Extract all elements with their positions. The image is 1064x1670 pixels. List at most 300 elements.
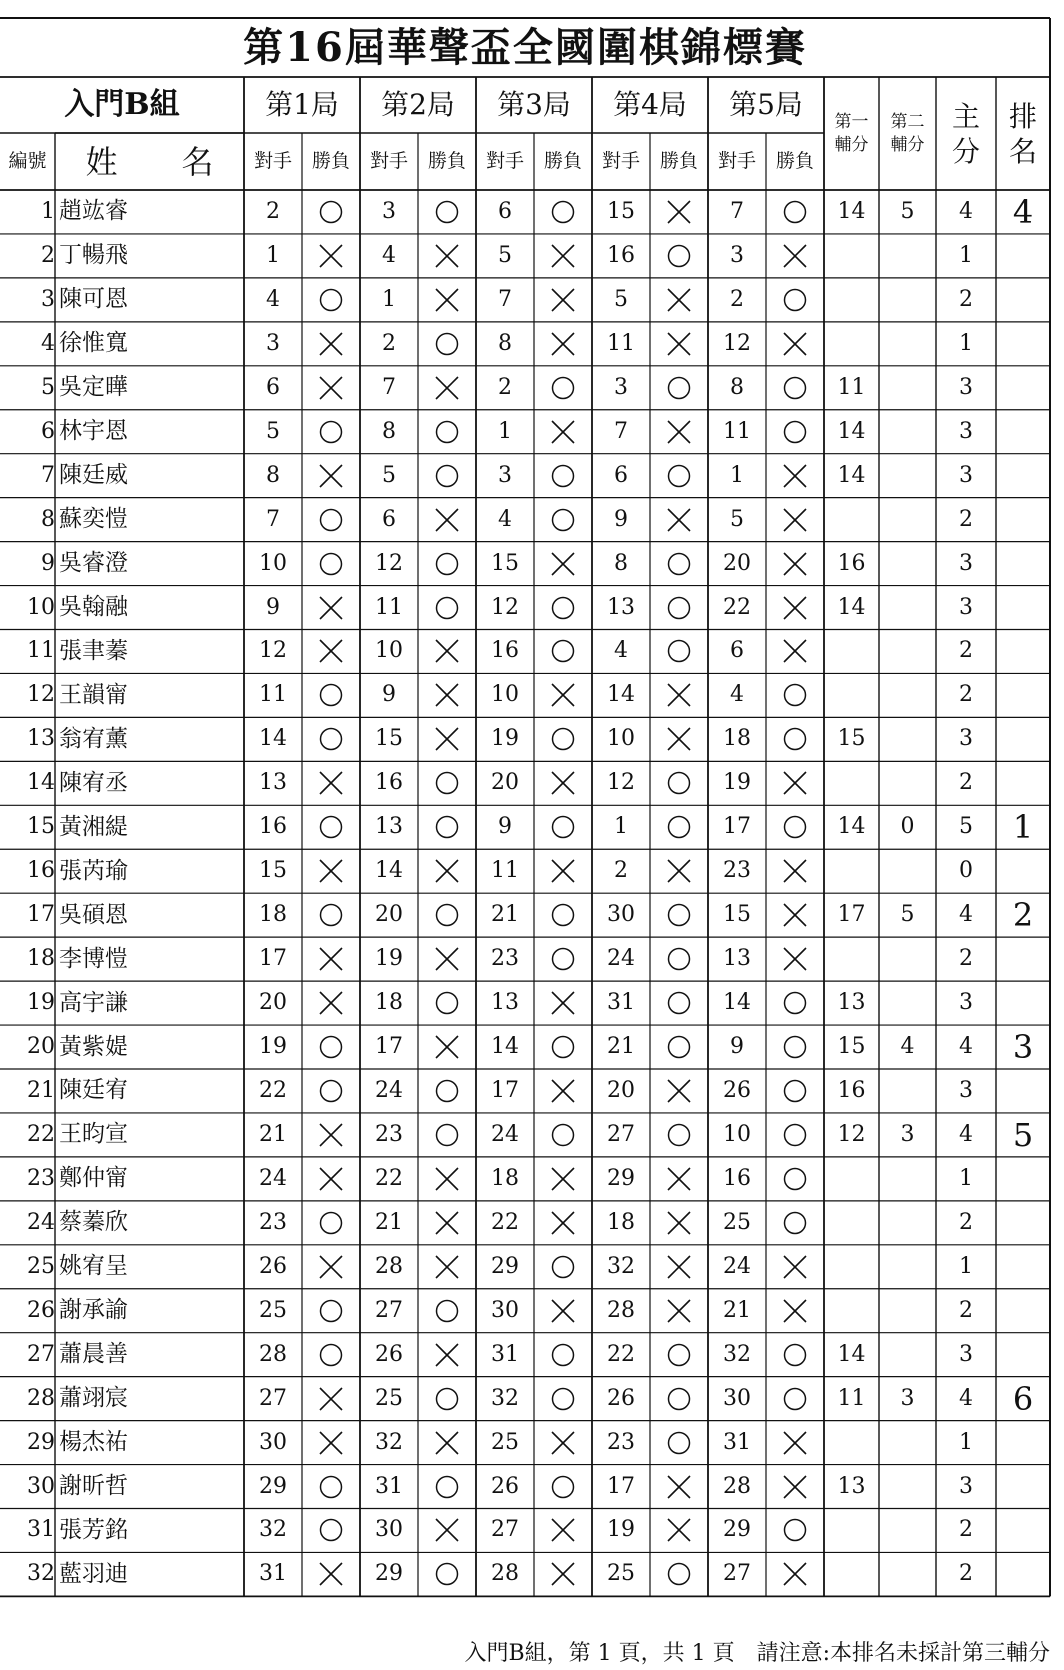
page-title: 第16屆華聲盃全國圍棋錦標賽 bbox=[243, 23, 807, 71]
aux1-score bbox=[824, 498, 879, 542]
cross-icon bbox=[318, 1386, 344, 1412]
opponent-number: 12 bbox=[723, 330, 751, 356]
loss-mark bbox=[766, 322, 824, 366]
circle-icon bbox=[550, 1342, 576, 1368]
loss-mark bbox=[534, 1421, 592, 1465]
loss-mark bbox=[302, 981, 360, 1025]
opponent-number: 1 bbox=[266, 242, 280, 268]
cross-icon bbox=[666, 331, 692, 357]
main-score: 4 bbox=[959, 1034, 973, 1060]
win-mark bbox=[302, 1289, 360, 1333]
win-mark bbox=[418, 761, 476, 805]
player-name: 謝昕哲 bbox=[59, 1473, 128, 1500]
round-header: 第2局 bbox=[381, 88, 455, 121]
opponent-number: 26 bbox=[491, 1473, 519, 1499]
circle-icon bbox=[666, 1122, 692, 1148]
aux2-score bbox=[879, 410, 936, 454]
win-mark bbox=[302, 717, 360, 761]
win-mark bbox=[534, 717, 592, 761]
opponent-number: 23 bbox=[723, 858, 751, 884]
main-score: 3 bbox=[959, 594, 973, 620]
cross-icon bbox=[318, 1122, 344, 1148]
loss-mark bbox=[650, 1509, 708, 1553]
opponent-number: 15 bbox=[607, 198, 635, 224]
loss-mark bbox=[534, 1289, 592, 1333]
aux1-score bbox=[824, 761, 879, 805]
cross-icon bbox=[434, 726, 460, 752]
rank-value bbox=[996, 234, 1050, 278]
player-name: 吳碩恩 bbox=[59, 901, 128, 928]
opponent-number: 2 bbox=[498, 374, 512, 400]
rank-value: 4 bbox=[1012, 192, 1034, 231]
win-mark bbox=[418, 1377, 476, 1421]
opponent-number: 8 bbox=[614, 550, 628, 576]
opponent-number: 9 bbox=[730, 1034, 744, 1060]
aux2-score bbox=[879, 1465, 936, 1509]
loss-mark bbox=[418, 937, 476, 981]
player-number: 14 bbox=[27, 770, 55, 796]
win-mark bbox=[650, 1025, 708, 1069]
aux2-score bbox=[879, 542, 936, 586]
win-mark bbox=[766, 717, 824, 761]
circle-icon bbox=[550, 375, 576, 401]
loss-mark bbox=[650, 190, 708, 234]
aux2-score bbox=[879, 1289, 936, 1333]
loss-mark bbox=[418, 234, 476, 278]
opponent-number: 10 bbox=[375, 638, 403, 664]
win-mark bbox=[302, 805, 360, 849]
opponent-number: 28 bbox=[259, 1341, 287, 1367]
opponent-number: 5 bbox=[266, 418, 280, 444]
aux1-score bbox=[824, 937, 879, 981]
player-name: 姚宥呈 bbox=[59, 1253, 128, 1280]
opponent-number: 28 bbox=[491, 1561, 519, 1587]
aux2-score: 0 bbox=[900, 814, 915, 840]
opponent-number: 26 bbox=[375, 1341, 403, 1367]
win-mark bbox=[418, 190, 476, 234]
opponent-number: 13 bbox=[259, 770, 287, 796]
opponent-number: 26 bbox=[259, 1253, 287, 1279]
player-number: 26 bbox=[27, 1297, 55, 1323]
opponent-number: 20 bbox=[259, 990, 287, 1016]
aux1-score bbox=[824, 673, 879, 717]
round-header: 第3局 bbox=[497, 88, 571, 121]
cross-icon bbox=[666, 858, 692, 884]
round-header: 第5局 bbox=[729, 88, 803, 121]
cross-icon bbox=[434, 1254, 460, 1280]
cross-icon bbox=[434, 1517, 460, 1543]
opponent-number: 9 bbox=[382, 682, 396, 708]
cross-icon bbox=[782, 1474, 808, 1500]
rank-value bbox=[996, 322, 1050, 366]
aux1-score: 16 bbox=[837, 550, 866, 576]
player-name: 謝承諭 bbox=[59, 1297, 128, 1324]
main-score: 2 bbox=[959, 1297, 973, 1323]
cross-icon bbox=[550, 331, 576, 357]
circle-icon bbox=[666, 1561, 692, 1587]
player-number: 24 bbox=[27, 1209, 55, 1235]
win-mark bbox=[766, 366, 824, 410]
player-name: 陳宥丞 bbox=[59, 769, 128, 796]
win-mark bbox=[534, 893, 592, 937]
cross-icon bbox=[434, 1342, 460, 1368]
rank-value bbox=[996, 937, 1050, 981]
win-mark bbox=[650, 937, 708, 981]
win-mark bbox=[534, 498, 592, 542]
main-score: 1 bbox=[959, 1165, 973, 1191]
opponent-number: 12 bbox=[491, 594, 519, 620]
win-mark bbox=[534, 454, 592, 498]
circle-icon bbox=[782, 375, 808, 401]
cross-icon bbox=[666, 1298, 692, 1324]
player-number: 16 bbox=[27, 858, 55, 884]
win-mark bbox=[418, 805, 476, 849]
cross-icon bbox=[550, 1517, 576, 1543]
aux1-score bbox=[824, 1201, 879, 1245]
aux1-score bbox=[824, 1157, 879, 1201]
player-number: 5 bbox=[41, 374, 55, 400]
circle-icon bbox=[434, 902, 460, 928]
circle-icon bbox=[550, 1034, 576, 1060]
win-mark bbox=[302, 1465, 360, 1509]
rank-value bbox=[996, 717, 1050, 761]
rank-value bbox=[996, 586, 1050, 630]
rank-value bbox=[996, 1552, 1050, 1596]
opponent-number: 21 bbox=[491, 902, 519, 928]
win-mark bbox=[534, 1333, 592, 1377]
win-mark bbox=[302, 673, 360, 717]
opponent-number: 23 bbox=[259, 1209, 287, 1235]
opponent-number: 30 bbox=[259, 1429, 287, 1455]
cross-icon bbox=[782, 1298, 808, 1324]
main-score: 4 bbox=[959, 198, 973, 224]
win-mark bbox=[766, 805, 824, 849]
opponent-number: 28 bbox=[375, 1253, 403, 1279]
circle-icon bbox=[666, 902, 692, 928]
rank-value bbox=[996, 1333, 1050, 1377]
opponent-header: 對手 bbox=[485, 150, 524, 172]
opponent-number: 19 bbox=[259, 1034, 287, 1060]
circle-icon bbox=[782, 1210, 808, 1236]
player-number: 23 bbox=[27, 1165, 55, 1191]
rank-value bbox=[996, 454, 1050, 498]
main-score: 1 bbox=[959, 1429, 973, 1455]
win-mark bbox=[650, 1552, 708, 1596]
circle-icon bbox=[550, 595, 576, 621]
loss-mark bbox=[418, 1025, 476, 1069]
player-number: 19 bbox=[27, 990, 55, 1016]
circle-icon bbox=[550, 726, 576, 752]
win-mark bbox=[650, 586, 708, 630]
loss-mark bbox=[302, 322, 360, 366]
opponent-number: 14 bbox=[259, 726, 287, 752]
cross-icon bbox=[550, 419, 576, 445]
opponent-number: 23 bbox=[375, 1121, 403, 1147]
aux2-score bbox=[879, 937, 936, 981]
aux1-score: 17 bbox=[837, 902, 866, 928]
main-score: 2 bbox=[959, 682, 973, 708]
win-mark bbox=[534, 366, 592, 410]
opponent-number: 27 bbox=[491, 1517, 519, 1543]
circle-icon bbox=[666, 1386, 692, 1412]
aux2-score bbox=[879, 1069, 936, 1113]
circle-icon bbox=[782, 199, 808, 225]
opponent-number: 14 bbox=[375, 858, 403, 884]
loss-mark bbox=[766, 893, 824, 937]
circle-icon bbox=[782, 1078, 808, 1104]
loss-mark bbox=[302, 1113, 360, 1157]
rank-header: 排 名 bbox=[1008, 99, 1037, 168]
cross-icon bbox=[782, 595, 808, 621]
circle-icon bbox=[318, 1298, 344, 1324]
opponent-number: 11 bbox=[259, 682, 287, 708]
opponent-number: 21 bbox=[259, 1121, 287, 1147]
aux2-score bbox=[879, 454, 936, 498]
cross-icon bbox=[782, 331, 808, 357]
circle-icon bbox=[434, 990, 460, 1016]
opponent-number: 3 bbox=[730, 242, 744, 268]
opponent-number: 14 bbox=[607, 682, 635, 708]
opponent-number: 29 bbox=[491, 1253, 519, 1279]
opponent-number: 18 bbox=[259, 902, 287, 928]
player-number: 18 bbox=[27, 946, 55, 972]
loss-mark bbox=[418, 1421, 476, 1465]
loss-mark bbox=[534, 1509, 592, 1553]
opponent-number: 25 bbox=[491, 1429, 519, 1455]
opponent-number: 17 bbox=[375, 1034, 403, 1060]
win-mark bbox=[650, 454, 708, 498]
opponent-number: 7 bbox=[730, 198, 744, 224]
loss-mark bbox=[302, 849, 360, 893]
player-number: 28 bbox=[27, 1385, 55, 1411]
opponent-number: 32 bbox=[491, 1385, 519, 1411]
opponent-number: 32 bbox=[375, 1429, 403, 1455]
aux2-score bbox=[879, 586, 936, 630]
opponent-number: 27 bbox=[723, 1561, 751, 1587]
main-score: 5 bbox=[959, 814, 973, 840]
aux1-score bbox=[824, 849, 879, 893]
opponent-number: 16 bbox=[375, 770, 403, 796]
cross-icon bbox=[318, 1166, 344, 1192]
opponent-number: 28 bbox=[607, 1297, 635, 1323]
cross-icon bbox=[666, 682, 692, 708]
player-name: 高宇謙 bbox=[59, 989, 128, 1016]
player-name: 李博愷 bbox=[59, 945, 128, 972]
aux2-score bbox=[879, 366, 936, 410]
circle-icon bbox=[318, 1034, 344, 1060]
loss-mark bbox=[650, 673, 708, 717]
aux1-score bbox=[824, 322, 879, 366]
player-name: 張芳銘 bbox=[59, 1516, 128, 1543]
opponent-number: 19 bbox=[723, 770, 751, 796]
aux1-score: 14 bbox=[837, 814, 866, 840]
main-score: 4 bbox=[959, 902, 973, 928]
player-name: 吳翰融 bbox=[59, 594, 128, 621]
opponent-number: 16 bbox=[491, 638, 519, 664]
main-score: 3 bbox=[959, 1077, 973, 1103]
win-mark bbox=[534, 630, 592, 674]
opponent-number: 5 bbox=[498, 242, 512, 268]
loss-mark bbox=[418, 1157, 476, 1201]
cross-icon bbox=[434, 858, 460, 884]
loss-mark bbox=[766, 454, 824, 498]
win-mark bbox=[650, 1377, 708, 1421]
loss-mark bbox=[302, 1377, 360, 1421]
cross-icon bbox=[434, 946, 460, 972]
circle-icon bbox=[434, 1122, 460, 1148]
opponent-number: 18 bbox=[723, 726, 751, 752]
win-mark bbox=[534, 1025, 592, 1069]
player-name: 張芮瑜 bbox=[59, 857, 128, 884]
cross-icon bbox=[782, 463, 808, 489]
opponent-number: 13 bbox=[723, 946, 751, 972]
cross-icon bbox=[782, 551, 808, 577]
cross-icon bbox=[550, 243, 576, 269]
win-mark bbox=[418, 1465, 476, 1509]
aux2-score bbox=[879, 717, 936, 761]
cross-icon bbox=[782, 1561, 808, 1587]
win-mark bbox=[766, 1113, 824, 1157]
aux1-score: 11 bbox=[837, 1385, 866, 1411]
aux1-score: 14 bbox=[837, 418, 866, 444]
circle-icon bbox=[434, 1561, 460, 1587]
opponent-number: 30 bbox=[607, 902, 635, 928]
opponent-number: 13 bbox=[375, 814, 403, 840]
loss-mark bbox=[418, 673, 476, 717]
player-number: 11 bbox=[27, 638, 55, 664]
cross-icon bbox=[434, 638, 460, 664]
rank-value bbox=[996, 1157, 1050, 1201]
player-number: 32 bbox=[27, 1561, 55, 1587]
opponent-number: 17 bbox=[723, 814, 751, 840]
cross-icon bbox=[666, 1254, 692, 1280]
win-mark bbox=[534, 1113, 592, 1157]
opponent-number: 3 bbox=[266, 330, 280, 356]
cross-icon bbox=[318, 946, 344, 972]
circle-icon bbox=[666, 243, 692, 269]
main-score: 2 bbox=[959, 638, 973, 664]
loss-mark bbox=[418, 1245, 476, 1289]
main-score: 2 bbox=[959, 286, 973, 312]
aux1-score: 11 bbox=[837, 374, 866, 400]
loss-mark bbox=[302, 937, 360, 981]
player-name: 蔡蓁欣 bbox=[59, 1209, 128, 1236]
player-name: 林宇恩 bbox=[59, 418, 128, 445]
aux2-score bbox=[879, 1509, 936, 1553]
loss-mark bbox=[534, 673, 592, 717]
player-name: 王昀宣 bbox=[59, 1121, 128, 1148]
opponent-number: 25 bbox=[259, 1297, 287, 1323]
aux2-score bbox=[879, 1157, 936, 1201]
round-header: 第4局 bbox=[613, 88, 687, 121]
rank-value bbox=[996, 498, 1050, 542]
cross-icon bbox=[782, 902, 808, 928]
circle-icon bbox=[666, 463, 692, 489]
player-name: 楊杰祐 bbox=[59, 1429, 128, 1456]
cross-icon bbox=[318, 331, 344, 357]
player-number: 6 bbox=[41, 418, 55, 444]
circle-icon bbox=[318, 287, 344, 313]
opponent-number: 32 bbox=[259, 1517, 287, 1543]
circle-icon bbox=[550, 1122, 576, 1148]
opponent-number: 21 bbox=[723, 1297, 751, 1323]
opponent-number: 4 bbox=[498, 506, 512, 532]
circle-icon bbox=[782, 1517, 808, 1543]
circle-icon bbox=[434, 770, 460, 796]
cross-icon bbox=[550, 770, 576, 796]
circle-icon bbox=[434, 1078, 460, 1104]
opponent-number: 26 bbox=[607, 1385, 635, 1411]
main-score: 0 bbox=[959, 858, 973, 884]
opponent-number: 8 bbox=[382, 418, 396, 444]
cross-icon bbox=[434, 1210, 460, 1236]
loss-mark bbox=[302, 1245, 360, 1289]
circle-icon bbox=[434, 199, 460, 225]
cross-icon bbox=[434, 682, 460, 708]
opponent-number: 31 bbox=[723, 1429, 751, 1455]
player-number: 12 bbox=[27, 682, 55, 708]
opponent-number: 20 bbox=[491, 770, 519, 796]
win-mark bbox=[534, 805, 592, 849]
opponent-header: 對手 bbox=[369, 150, 408, 172]
loss-mark bbox=[766, 1245, 824, 1289]
win-mark bbox=[766, 190, 824, 234]
win-mark bbox=[766, 1201, 824, 1245]
main-score-header: 主 分 bbox=[951, 99, 980, 168]
aux2-score bbox=[879, 849, 936, 893]
player-number: 31 bbox=[27, 1517, 55, 1543]
rank-value: 5 bbox=[1012, 1115, 1034, 1154]
loss-mark bbox=[650, 1157, 708, 1201]
loss-mark bbox=[766, 937, 824, 981]
main-score: 2 bbox=[959, 1517, 973, 1543]
win-mark bbox=[418, 454, 476, 498]
player-name: 鄭仲甯 bbox=[59, 1165, 128, 1192]
circle-icon bbox=[782, 1122, 808, 1148]
player-name: 黃紫媞 bbox=[59, 1033, 128, 1060]
player-name: 黃湘緹 bbox=[59, 813, 128, 840]
opponent-number: 6 bbox=[382, 506, 396, 532]
cross-icon bbox=[318, 1254, 344, 1280]
opponent-number: 18 bbox=[491, 1165, 519, 1191]
opponent-number: 15 bbox=[259, 858, 287, 884]
aux2-score bbox=[879, 1421, 936, 1465]
opponent-number: 19 bbox=[375, 946, 403, 972]
win-mark bbox=[418, 410, 476, 454]
rank-value bbox=[996, 673, 1050, 717]
circle-icon bbox=[318, 199, 344, 225]
opponent-number: 28 bbox=[723, 1473, 751, 1499]
cross-icon bbox=[550, 858, 576, 884]
cross-icon bbox=[666, 1210, 692, 1236]
cross-icon bbox=[318, 595, 344, 621]
opponent-number: 24 bbox=[607, 946, 635, 972]
opponent-number: 26 bbox=[723, 1077, 751, 1103]
loss-mark bbox=[302, 630, 360, 674]
loss-mark bbox=[650, 498, 708, 542]
aux2-score: 3 bbox=[900, 1121, 915, 1147]
circle-icon bbox=[550, 902, 576, 928]
player-number: 13 bbox=[27, 726, 55, 752]
opponent-number: 29 bbox=[259, 1473, 287, 1499]
loss-mark bbox=[766, 630, 824, 674]
circle-icon bbox=[318, 551, 344, 577]
main-score: 3 bbox=[959, 462, 973, 488]
player-number: 17 bbox=[27, 902, 55, 928]
aux1-score: 14 bbox=[837, 462, 866, 488]
circle-icon bbox=[550, 507, 576, 533]
win-mark bbox=[766, 981, 824, 1025]
